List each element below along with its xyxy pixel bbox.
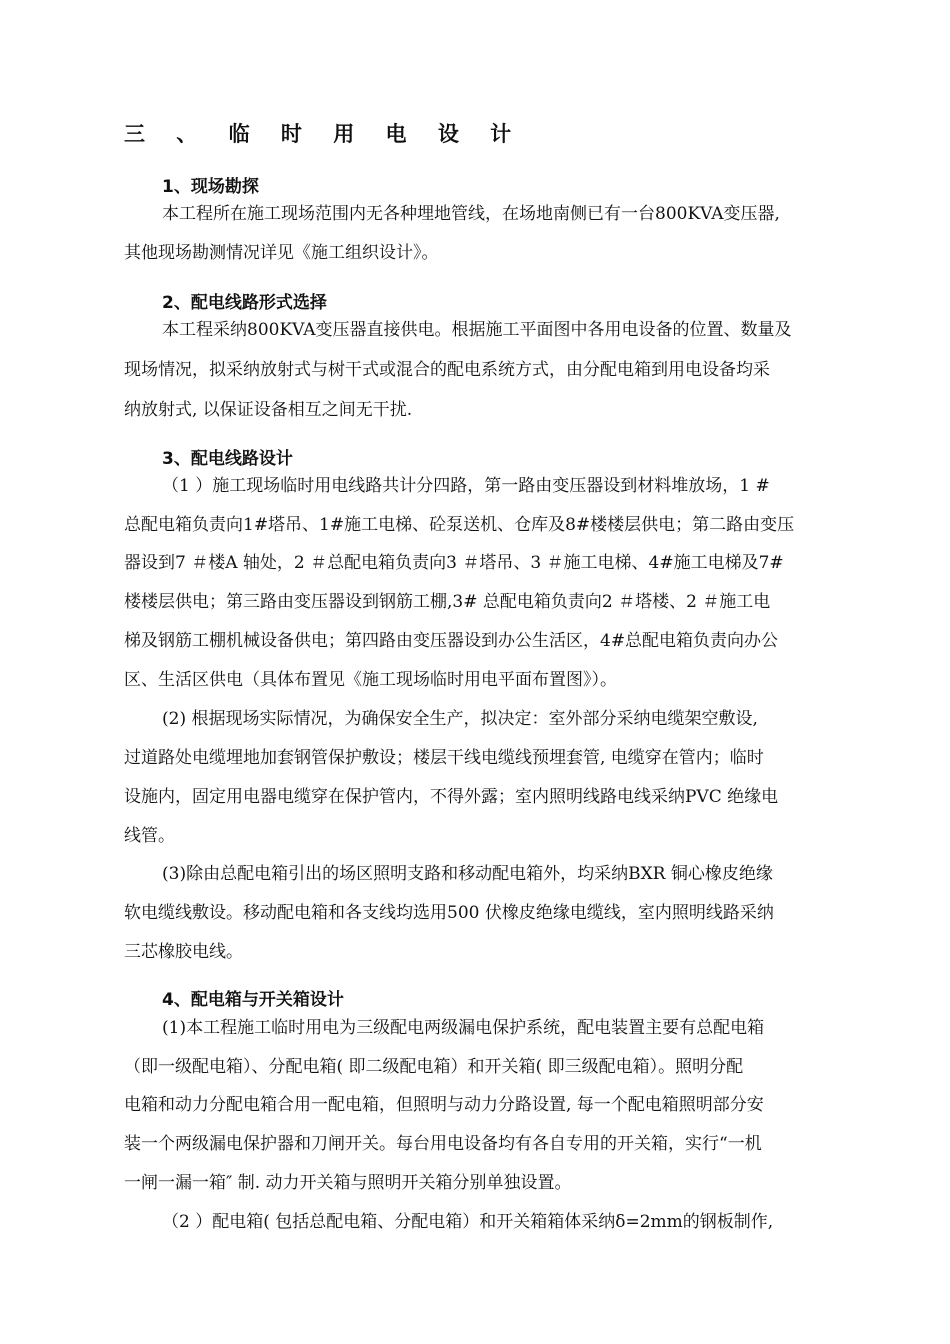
paragraph-line: 纳放射式, 以保证设备相互之间无干扰. (124, 400, 413, 420)
paragraph-line: 三芯橡胶电线。 (124, 942, 243, 962)
paragraph-line: 区、生活区供电（具体布置见《施工现场临时用电平面布置图》）。 (124, 670, 617, 690)
section-heading-1: 1、现场勘探 (162, 177, 259, 197)
paragraph-line: 其他现场勘测情况详见《施工组织设计》。 (124, 243, 439, 263)
paragraph-line: 软电缆线敷设。移动配电箱和各支线均选用500 伏橡皮绝缘电缆线，室内照明线路采纳 (124, 903, 774, 923)
paragraph-line: 总配电箱负责向1#塔吊、1#施工电梯、砼泵送机、仓库及8#楼楼层供电；第二路由变压 (124, 515, 795, 535)
chapter-title: 三 、 临 时 用 电 设 计 (124, 122, 524, 146)
paragraph-line: 装一个两级漏电保护器和刀闸开关。每台用电设备均有各自专用的开关箱，实行“一机 (124, 1134, 762, 1154)
paragraph-line: 本工程所在施工现场范围内无各种埋地管线，在场地南侧已有一台800KVA变压器, (162, 204, 780, 224)
paragraph-line: 一闸一漏一箱″ 制. 动力开关箱与照明开关箱分别单独设置。 (124, 1173, 572, 1193)
paragraph-line: 设施内，固定用电器电缆穿在保护管内，不得外露；室内照明线路电线采纳PVC 绝缘电 (124, 787, 779, 807)
paragraph-line: （即一级配电箱）、分配电箱( 即二级配电箱）和开关箱( 即三级配电箱）。照明分配 (124, 1057, 744, 1077)
paragraph-line: 本工程采纳800KVA变压器直接供电。根据施工平面图中各用电设备的位置、数量及 (162, 320, 792, 340)
paragraph-line: （2 ）配电箱( 包括总配电箱、分配电箱）和开关箱箱体采纳δ=2mm的钢板制作, (162, 1212, 774, 1232)
section-heading-2: 2、配电线路形式选择 (162, 293, 327, 313)
section-heading-3: 3、配电线路设计 (162, 449, 293, 469)
paragraph-line: 线管。 (124, 826, 175, 846)
paragraph-line: (1)本工程施工临时用电为三级配电两级漏电保护系统，配电装置主要有总配电箱 (162, 1018, 765, 1038)
paragraph-line: 梯及钢筋工棚机械设备供电；第四路由变压器设到办公生活区，4#总配电箱负责向办公 (124, 631, 779, 651)
paragraph-line: (3)除由总配电箱引出的场区照明支路和移动配电箱外，均采纳BXR 铜心橡皮绝缘 (162, 864, 773, 884)
paragraph-line: 器设到7 ＃楼A 轴处，2 ＃总配电箱负责向3 ＃塔吊、3 ＃施工电梯、4#施工电梯及7# (124, 553, 784, 573)
section-heading-4: 4、配电箱与开关箱设计 (162, 990, 344, 1010)
paragraph-line: （1 ）施工现场临时用电线路共计分四路，第一路由变压器设到材料堆放场，1 # (162, 476, 770, 496)
paragraph-line: 过道路处电缆埋地加套钢管保护敷设；楼层干线电缆线预埋套管, 电缆穿在管内；临时 (124, 748, 764, 768)
paragraph-line: 电箱和动力分配电箱合用一配电箱，但照明与动力分路设置, 每一个配电箱照明部分安 (124, 1095, 764, 1115)
paragraph-line: 现场情况，拟采纳放射式与树干式或混合的配电系统方式，由分配电箱到用电设备均采 (124, 360, 770, 380)
paragraph-line: (2) 根据现场实际情况，为确保安全生产，拟决定：室外部分采纳电缆架空敷设, (162, 709, 758, 729)
paragraph-line: 楼楼层供电；第三路由变压器设到钢筋工棚,3# 总配电箱负责向2 ＃塔楼、2 ＃施工电 (124, 592, 771, 612)
